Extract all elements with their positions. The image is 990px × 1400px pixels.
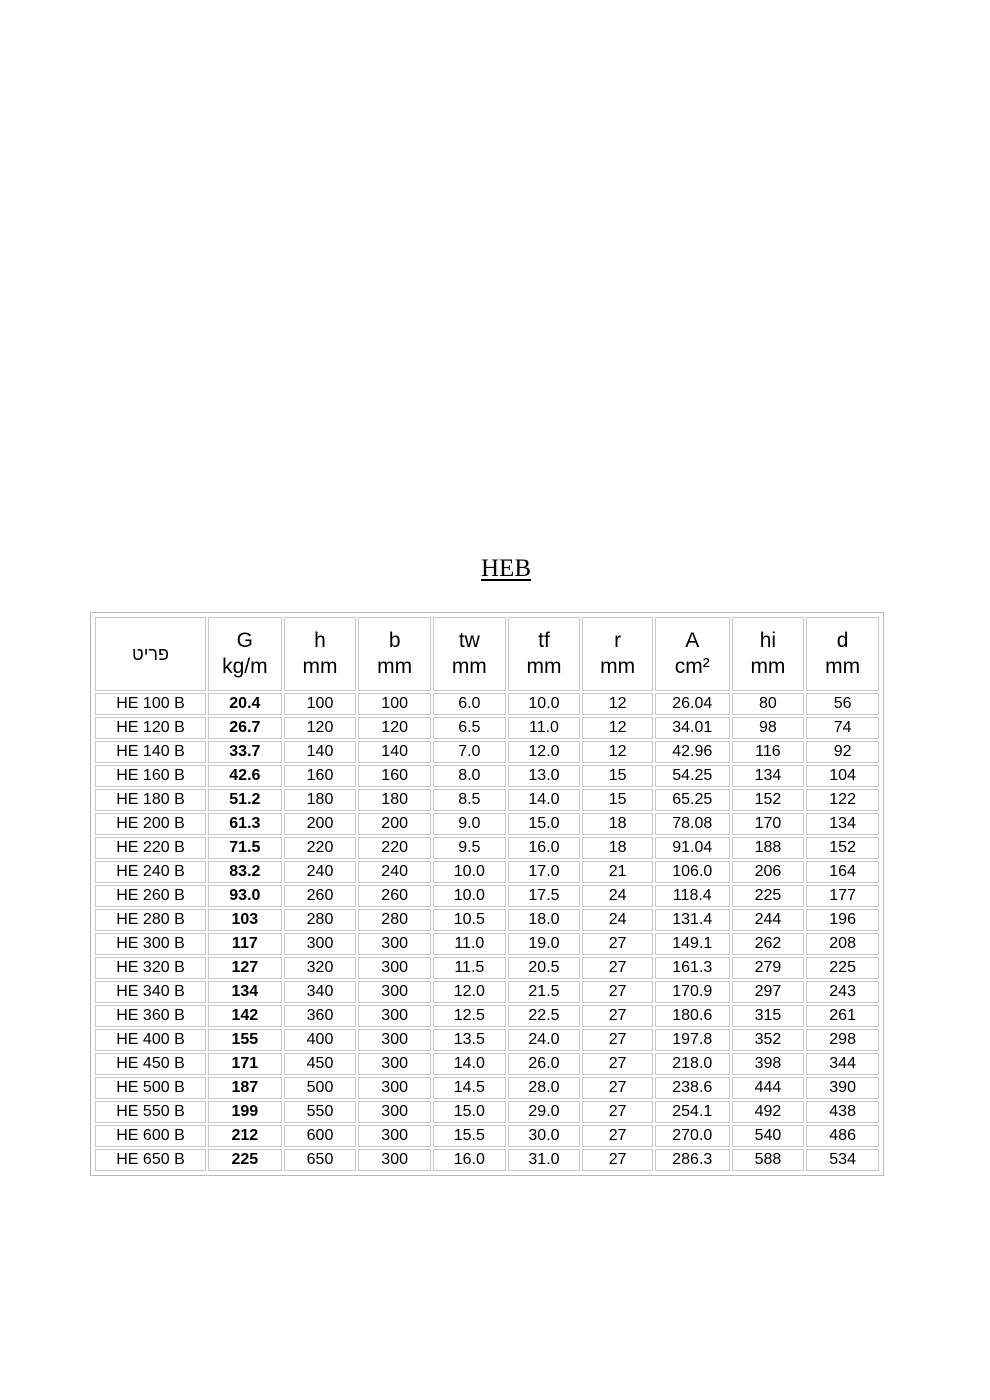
cell-area: 78.08	[655, 813, 730, 835]
table-header-row	[95, 617, 879, 691]
cell-inner-height: 134	[732, 765, 805, 787]
cell-area: 238.6	[655, 1077, 730, 1099]
cell-flange-thickness: 29.0	[508, 1101, 581, 1123]
cell-area: 54.25	[655, 765, 730, 787]
column-symbol: b	[388, 629, 401, 652]
table-row	[95, 693, 879, 715]
cell-web-thickness: 12.0	[433, 981, 506, 1003]
cell-web-thickness: 14.5	[433, 1077, 506, 1099]
table-row	[95, 765, 879, 787]
cell-height: 600	[284, 1125, 357, 1147]
cell-item: HE 160 B	[95, 765, 206, 787]
cell-web-thickness: 9.0	[433, 813, 506, 835]
cell-weight: 171	[208, 1053, 282, 1075]
cell-flange-thickness: 16.0	[508, 837, 581, 859]
cell-depth: 134	[806, 813, 879, 835]
column-unit: cm²	[674, 655, 710, 678]
cell-radius: 27	[582, 981, 653, 1003]
column-unit: mm	[600, 655, 636, 678]
table-row	[95, 1149, 879, 1171]
column-unit: mm	[526, 655, 562, 678]
column-unit: mm	[377, 655, 413, 678]
cell-web-thickness: 7.0	[433, 741, 506, 763]
column-header-radius	[582, 617, 653, 691]
cell-flange-thickness: 30.0	[508, 1125, 581, 1147]
cell-width: 280	[358, 909, 431, 931]
cell-web-thickness: 6.0	[433, 693, 506, 715]
table-row	[95, 861, 879, 883]
cell-weight: 71.5	[208, 837, 282, 859]
cell-inner-height: 80	[732, 693, 805, 715]
cell-radius: 24	[582, 909, 653, 931]
cell-flange-thickness: 26.0	[508, 1053, 581, 1075]
column-unit: mm	[750, 655, 786, 678]
table-row	[95, 1029, 879, 1051]
cell-web-thickness: 11.0	[433, 933, 506, 955]
cell-item: HE 500 B	[95, 1077, 206, 1099]
cell-width: 300	[358, 981, 431, 1003]
cell-item: HE 100 B	[95, 693, 206, 715]
cell-flange-thickness: 15.0	[508, 813, 581, 835]
cell-height: 260	[284, 885, 357, 907]
cell-height: 340	[284, 981, 357, 1003]
table-row	[95, 813, 879, 835]
cell-area: 65.25	[655, 789, 730, 811]
cell-weight: 127	[208, 957, 282, 979]
cell-depth: 298	[806, 1029, 879, 1051]
cell-depth: 177	[806, 885, 879, 907]
cell-radius: 15	[582, 789, 653, 811]
cell-radius: 27	[582, 957, 653, 979]
column-symbol: r	[614, 629, 622, 652]
table-row	[95, 1053, 879, 1075]
table-row	[95, 1125, 879, 1147]
cell-flange-thickness: 12.0	[508, 741, 581, 763]
cell-inner-height: 398	[732, 1053, 805, 1075]
cell-weight: 142	[208, 1005, 282, 1027]
cell-depth: 438	[806, 1101, 879, 1123]
cell-web-thickness: 10.5	[433, 909, 506, 931]
cell-inner-height: 352	[732, 1029, 805, 1051]
cell-height: 400	[284, 1029, 357, 1051]
column-symbol: h	[314, 629, 326, 652]
cell-area: 270.0	[655, 1125, 730, 1147]
cell-weight: 83.2	[208, 861, 282, 883]
cell-depth: 122	[806, 789, 879, 811]
cell-item: HE 650 B	[95, 1149, 206, 1171]
cell-radius: 15	[582, 765, 653, 787]
cell-weight: 199	[208, 1101, 282, 1123]
cell-flange-thickness: 18.0	[508, 909, 581, 931]
cell-item: HE 140 B	[95, 741, 206, 763]
cell-width: 220	[358, 837, 431, 859]
cell-height: 320	[284, 957, 357, 979]
cell-radius: 27	[582, 1125, 653, 1147]
column-header-area	[655, 617, 730, 691]
table-row	[95, 885, 879, 907]
cell-depth: 225	[806, 957, 879, 979]
cell-area: 42.96	[655, 741, 730, 763]
cell-item: HE 260 B	[95, 885, 206, 907]
column-symbol: A	[685, 629, 700, 652]
cell-depth: 152	[806, 837, 879, 859]
cell-weight: 51.2	[208, 789, 282, 811]
cell-item: HE 450 B	[95, 1053, 206, 1075]
cell-height: 160	[284, 765, 357, 787]
cell-item: HE 180 B	[95, 789, 206, 811]
cell-radius: 12	[582, 717, 653, 739]
cell-radius: 27	[582, 1077, 653, 1099]
cell-item: HE 600 B	[95, 1125, 206, 1147]
cell-weight: 42.6	[208, 765, 282, 787]
cell-width: 100	[358, 693, 431, 715]
cell-inner-height: 492	[732, 1101, 805, 1123]
heb-profile-table	[93, 615, 881, 1173]
table-row	[95, 909, 879, 931]
cell-area: 34.01	[655, 717, 730, 739]
cell-width: 140	[358, 741, 431, 763]
cell-depth: 390	[806, 1077, 879, 1099]
cell-flange-thickness: 14.0	[508, 789, 581, 811]
table-row	[95, 1077, 879, 1099]
cell-height: 140	[284, 741, 357, 763]
column-symbol: hi	[759, 629, 777, 652]
cell-depth: 74	[806, 717, 879, 739]
cell-item: HE 360 B	[95, 1005, 206, 1027]
cell-height: 180	[284, 789, 357, 811]
cell-inner-height: 315	[732, 1005, 805, 1027]
cell-flange-thickness: 17.5	[508, 885, 581, 907]
column-symbol: tf	[538, 629, 550, 652]
cell-flange-thickness: 31.0	[508, 1149, 581, 1171]
table-row	[95, 957, 879, 979]
cell-width: 300	[358, 1101, 431, 1123]
cell-item: HE 220 B	[95, 837, 206, 859]
cell-width: 240	[358, 861, 431, 883]
cell-inner-height: 588	[732, 1149, 805, 1171]
cell-item: HE 340 B	[95, 981, 206, 1003]
cell-item: HE 320 B	[95, 957, 206, 979]
cell-width: 300	[358, 1077, 431, 1099]
table-row	[95, 981, 879, 1003]
cell-inner-height: 244	[732, 909, 805, 931]
cell-radius: 18	[582, 837, 653, 859]
table-row	[95, 789, 879, 811]
cell-area: 91.04	[655, 837, 730, 859]
cell-web-thickness: 8.0	[433, 765, 506, 787]
cell-radius: 21	[582, 861, 653, 883]
cell-flange-thickness: 19.0	[508, 933, 581, 955]
column-header-height	[284, 617, 357, 691]
table-row	[95, 1101, 879, 1123]
cell-web-thickness: 10.0	[433, 885, 506, 907]
cell-width: 300	[358, 1053, 431, 1075]
cell-depth: 164	[806, 861, 879, 883]
cell-height: 240	[284, 861, 357, 883]
cell-item: HE 200 B	[95, 813, 206, 835]
cell-height: 360	[284, 1005, 357, 1027]
cell-radius: 27	[582, 933, 653, 955]
cell-web-thickness: 14.0	[433, 1053, 506, 1075]
column-header-weight	[208, 617, 282, 691]
column-header-width	[358, 617, 431, 691]
cell-weight: 33.7	[208, 741, 282, 763]
cell-height: 550	[284, 1101, 357, 1123]
cell-width: 300	[358, 957, 431, 979]
cell-flange-thickness: 22.5	[508, 1005, 581, 1027]
cell-weight: 134	[208, 981, 282, 1003]
cell-depth: 56	[806, 693, 879, 715]
cell-flange-thickness: 10.0	[508, 693, 581, 715]
cell-web-thickness: 15.0	[433, 1101, 506, 1123]
cell-item: HE 280 B	[95, 909, 206, 931]
column-header-flange-thickness	[508, 617, 581, 691]
cell-height: 300	[284, 933, 357, 955]
cell-area: 149.1	[655, 933, 730, 955]
cell-weight: 20.4	[208, 693, 282, 715]
cell-web-thickness: 16.0	[433, 1149, 506, 1171]
cell-inner-height: 98	[732, 717, 805, 739]
cell-weight: 187	[208, 1077, 282, 1099]
column-unit: mm	[302, 655, 338, 678]
cell-inner-height: 170	[732, 813, 805, 835]
cell-radius: 27	[582, 1029, 653, 1051]
cell-area: 131.4	[655, 909, 730, 931]
cell-web-thickness: 10.0	[433, 861, 506, 883]
cell-area: 161.3	[655, 957, 730, 979]
cell-flange-thickness: 17.0	[508, 861, 581, 883]
column-unit: mm	[451, 655, 487, 678]
cell-web-thickness: 13.5	[433, 1029, 506, 1051]
cell-radius: 27	[582, 1053, 653, 1075]
cell-weight: 117	[208, 933, 282, 955]
cell-depth: 261	[806, 1005, 879, 1027]
cell-area: 106.0	[655, 861, 730, 883]
cell-area: 26.04	[655, 693, 730, 715]
cell-inner-height: 116	[732, 741, 805, 763]
column-header-item	[95, 617, 206, 691]
column-header-web-thickness	[433, 617, 506, 691]
cell-area: 286.3	[655, 1149, 730, 1171]
cell-flange-thickness: 13.0	[508, 765, 581, 787]
cell-flange-thickness: 20.5	[508, 957, 581, 979]
cell-weight: 212	[208, 1125, 282, 1147]
table-row	[95, 837, 879, 859]
cell-web-thickness: 11.5	[433, 957, 506, 979]
cell-item: HE 400 B	[95, 1029, 206, 1051]
cell-height: 200	[284, 813, 357, 835]
cell-depth: 92	[806, 741, 879, 763]
column-symbol: G	[236, 629, 253, 652]
cell-web-thickness: 15.5	[433, 1125, 506, 1147]
cell-width: 300	[358, 1005, 431, 1027]
cell-height: 220	[284, 837, 357, 859]
cell-flange-thickness: 24.0	[508, 1029, 581, 1051]
cell-height: 450	[284, 1053, 357, 1075]
cell-area: 218.0	[655, 1053, 730, 1075]
cell-inner-height: 206	[732, 861, 805, 883]
cell-web-thickness: 9.5	[433, 837, 506, 859]
page-title: HEB	[481, 555, 531, 582]
cell-depth: 486	[806, 1125, 879, 1147]
cell-web-thickness: 8.5	[433, 789, 506, 811]
cell-web-thickness: 12.5	[433, 1005, 506, 1027]
column-unit: kg/m	[222, 655, 268, 678]
cell-radius: 27	[582, 1149, 653, 1171]
cell-width: 160	[358, 765, 431, 787]
cell-radius: 27	[582, 1005, 653, 1027]
column-symbol: פריט	[131, 644, 170, 664]
cell-item: HE 300 B	[95, 933, 206, 955]
cell-weight: 26.7	[208, 717, 282, 739]
cell-area: 118.4	[655, 885, 730, 907]
cell-depth: 534	[806, 1149, 879, 1171]
cell-width: 260	[358, 885, 431, 907]
table-row	[95, 1005, 879, 1027]
cell-width: 300	[358, 1125, 431, 1147]
column-header-inner-height	[732, 617, 805, 691]
cell-item: HE 240 B	[95, 861, 206, 883]
table-row	[95, 717, 879, 739]
table-body	[95, 693, 879, 1171]
cell-radius: 12	[582, 741, 653, 763]
cell-web-thickness: 6.5	[433, 717, 506, 739]
column-header-depth	[806, 617, 879, 691]
cell-area: 254.1	[655, 1101, 730, 1123]
cell-weight: 225	[208, 1149, 282, 1171]
cell-weight: 93.0	[208, 885, 282, 907]
cell-inner-height: 225	[732, 885, 805, 907]
cell-weight: 155	[208, 1029, 282, 1051]
cell-depth: 208	[806, 933, 879, 955]
table-row	[95, 933, 879, 955]
cell-weight: 61.3	[208, 813, 282, 835]
column-symbol: tw	[458, 629, 480, 652]
cell-radius: 24	[582, 885, 653, 907]
cell-radius: 18	[582, 813, 653, 835]
cell-width: 300	[358, 933, 431, 955]
table-row	[95, 741, 879, 763]
cell-width: 180	[358, 789, 431, 811]
cell-flange-thickness: 11.0	[508, 717, 581, 739]
cell-height: 280	[284, 909, 357, 931]
cell-height: 500	[284, 1077, 357, 1099]
cell-item: HE 550 B	[95, 1101, 206, 1123]
cell-depth: 104	[806, 765, 879, 787]
cell-inner-height: 297	[732, 981, 805, 1003]
cell-inner-height: 540	[732, 1125, 805, 1147]
cell-inner-height: 444	[732, 1077, 805, 1099]
column-symbol: d	[836, 629, 849, 652]
cell-width: 300	[358, 1029, 431, 1051]
cell-depth: 344	[806, 1053, 879, 1075]
cell-radius: 27	[582, 1101, 653, 1123]
heb-table-container	[90, 612, 884, 1176]
cell-flange-thickness: 28.0	[508, 1077, 581, 1099]
cell-width: 200	[358, 813, 431, 835]
cell-area: 180.6	[655, 1005, 730, 1027]
cell-flange-thickness: 21.5	[508, 981, 581, 1003]
cell-radius: 12	[582, 693, 653, 715]
cell-depth: 196	[806, 909, 879, 931]
column-unit: mm	[825, 655, 861, 678]
cell-width: 300	[358, 1149, 431, 1171]
cell-depth: 243	[806, 981, 879, 1003]
cell-area: 197.8	[655, 1029, 730, 1051]
cell-weight: 103	[208, 909, 282, 931]
cell-inner-height: 262	[732, 933, 805, 955]
cell-item: HE 120 B	[95, 717, 206, 739]
cell-inner-height: 188	[732, 837, 805, 859]
cell-height: 120	[284, 717, 357, 739]
cell-area: 170.9	[655, 981, 730, 1003]
cell-width: 120	[358, 717, 431, 739]
cell-inner-height: 152	[732, 789, 805, 811]
cell-height: 100	[284, 693, 357, 715]
cell-height: 650	[284, 1149, 357, 1171]
cell-inner-height: 279	[732, 957, 805, 979]
